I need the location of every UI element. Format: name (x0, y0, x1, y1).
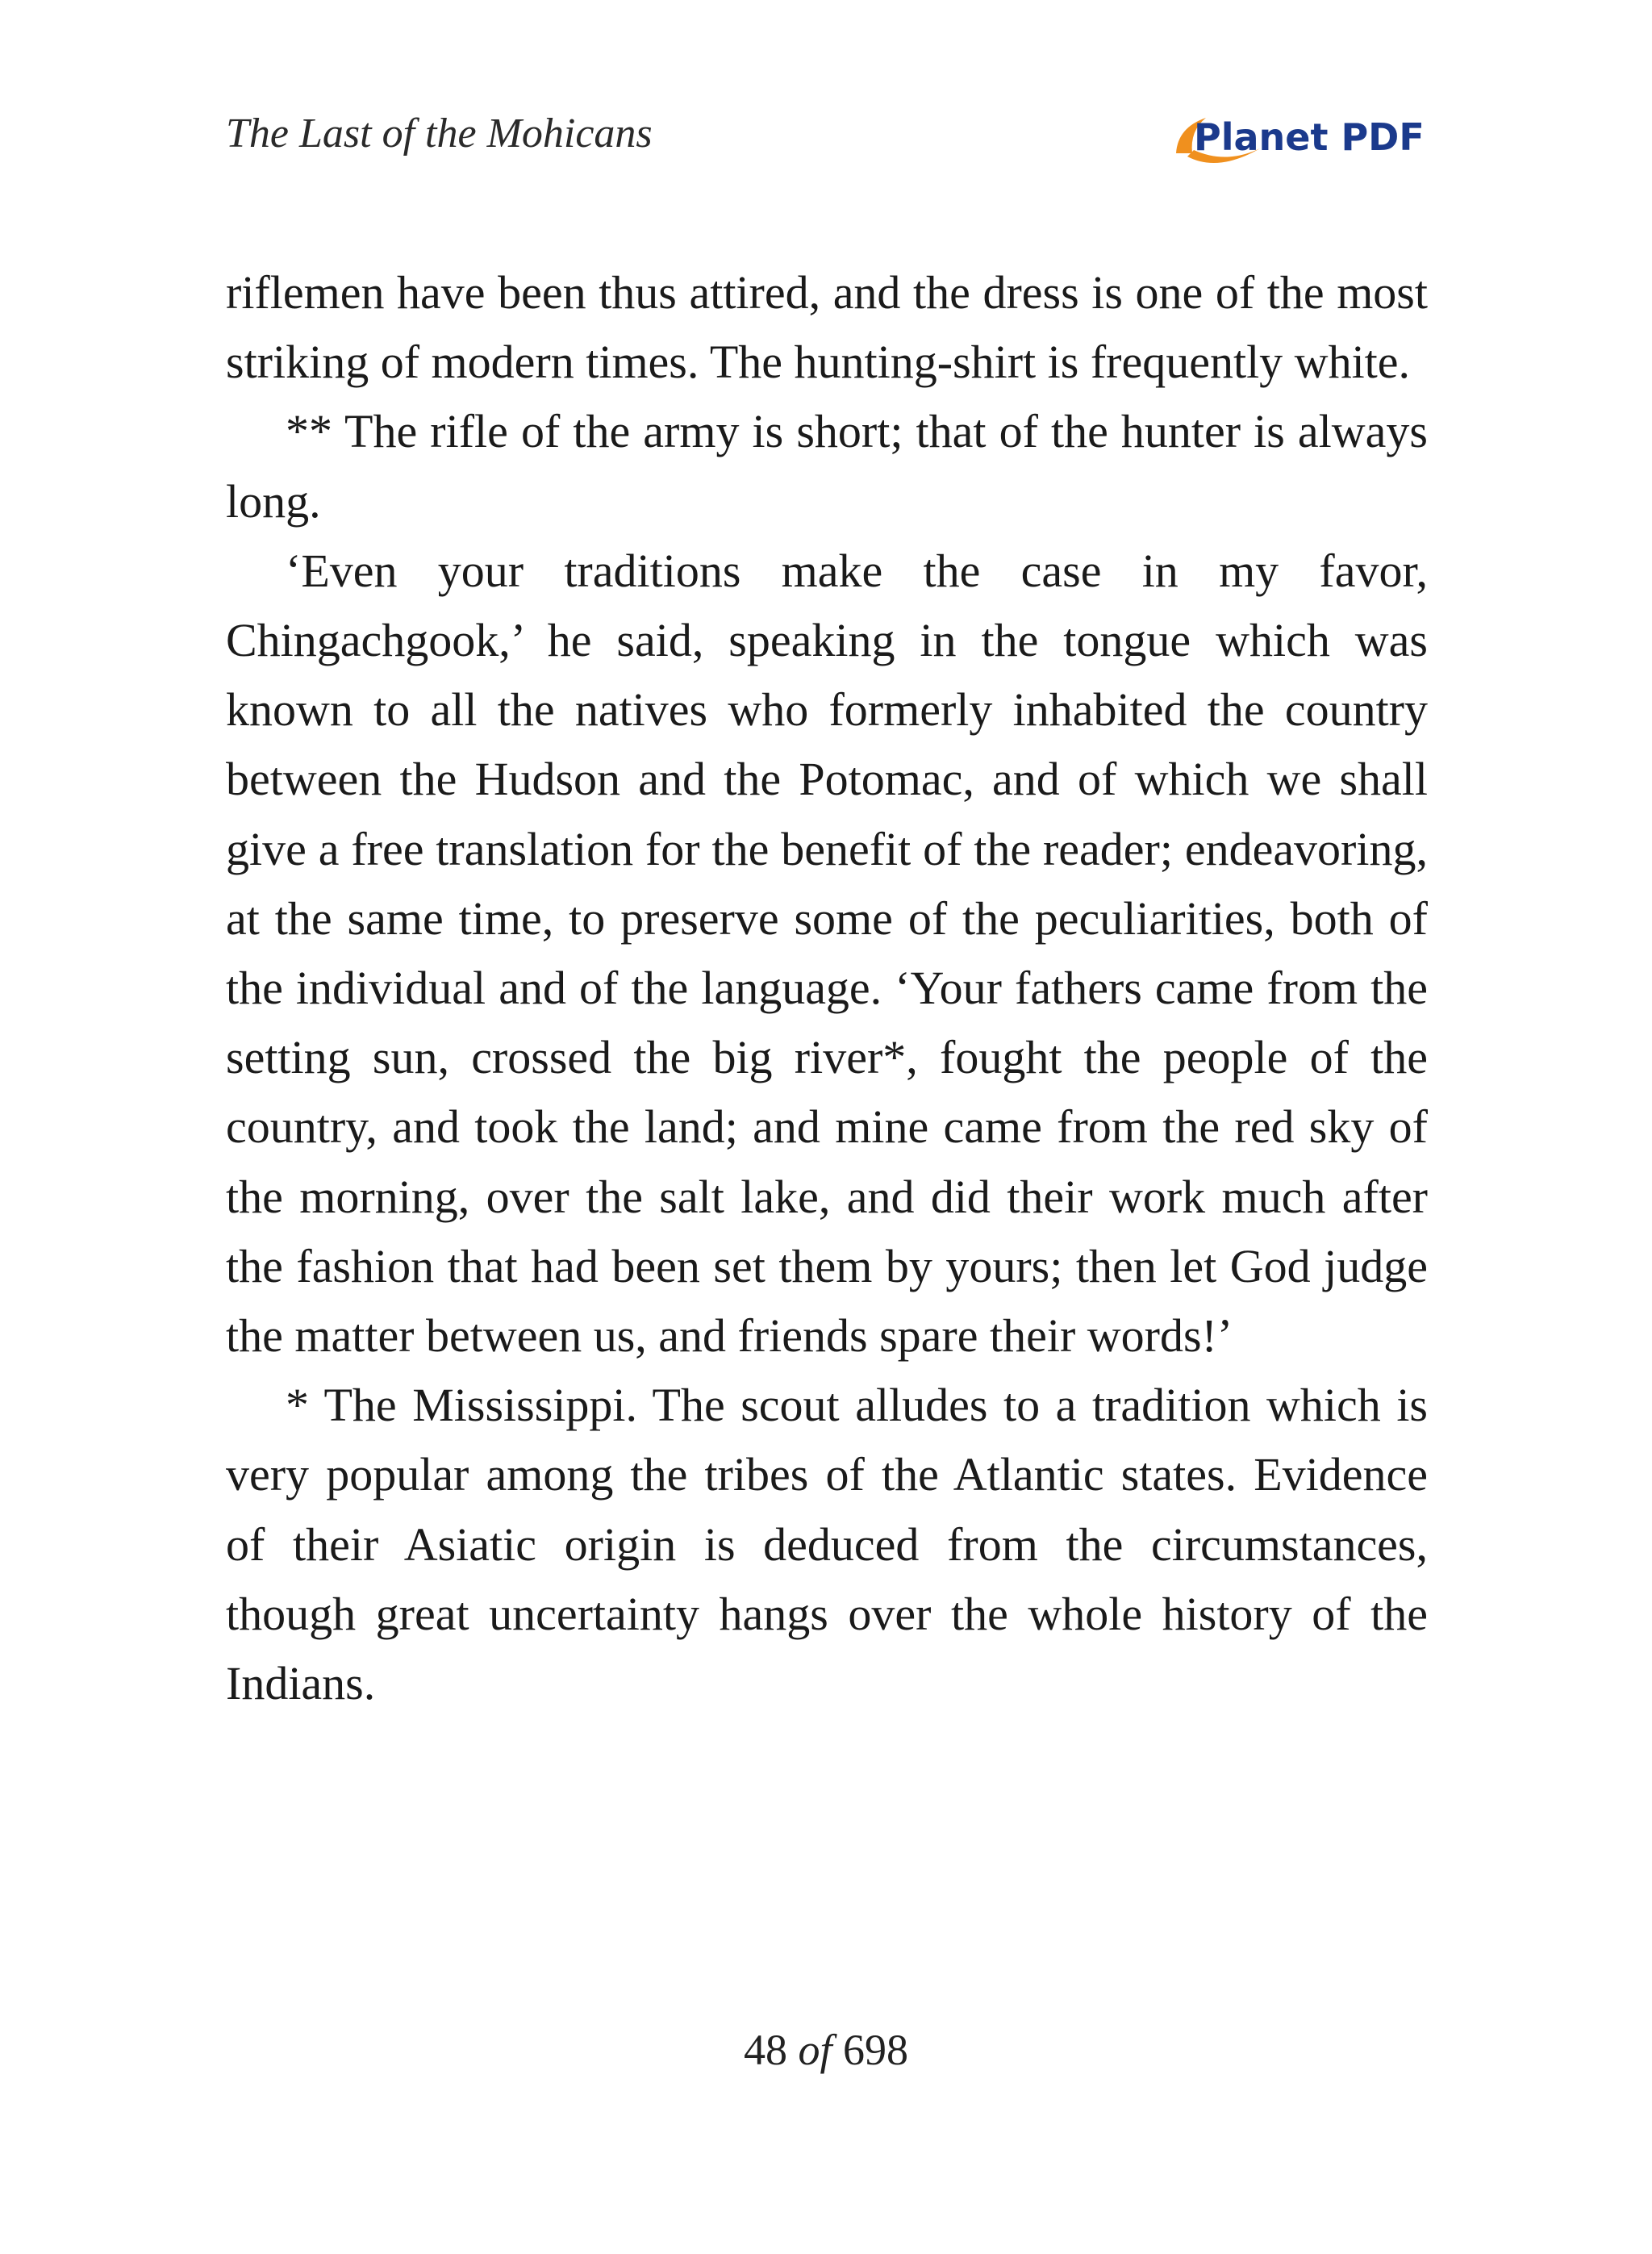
paragraph: riflemen have been thus attired, and the dress is one of the most striking of modern times. The hunting-shirt is frequently white. (226, 266, 1428, 389)
page-of-label: of (798, 2026, 832, 2074)
page-number: 48 (743, 2026, 787, 2074)
book-title: The Last of the Mohicans (226, 111, 653, 157)
logo-text: Planet PDF (1194, 115, 1425, 159)
total-pages: 698 (843, 2026, 908, 2074)
page-footer (0, 2025, 1652, 2075)
footnote-paragraph: ** The rifle of the army is short; that of the hunter is always long. (226, 405, 1428, 528)
paragraph: ‘Even your traditions make the case in my favor, Chingachgook,’ he said, speaking in the tongue which was known to all the natives who formerly inhabited the country between the Hudson and the Potomac, and of which we shall give a free translation for the benefit of the reader; endeavoring, at the same time, to preserve some of the peculiarities, both of the individual and of the language. ‘Your fathers came from the setting sun, crossed the big river*, fought the people of the country, and took the land; and mine came from the red sky of the morning, over the salt lake, and did their work much after the fashion that had been set them by yours; then let God judge the matter between us, and friends spare their words!’ (226, 544, 1428, 1363)
planet-pdf-logo (1170, 103, 1428, 176)
footnote-paragraph: * The Mississippi. The scout alludes to a tradition which is very popular among the tribes of the Atlantic states. Evidence of their Asiatic origin is deduced from the circumstances, though great uncertainty hangs over the whole history of the Indians. (226, 1379, 1428, 1710)
body-text (226, 258, 1428, 1718)
page-header (226, 103, 1428, 176)
planet-pdf-logo-icon (1170, 103, 1428, 176)
